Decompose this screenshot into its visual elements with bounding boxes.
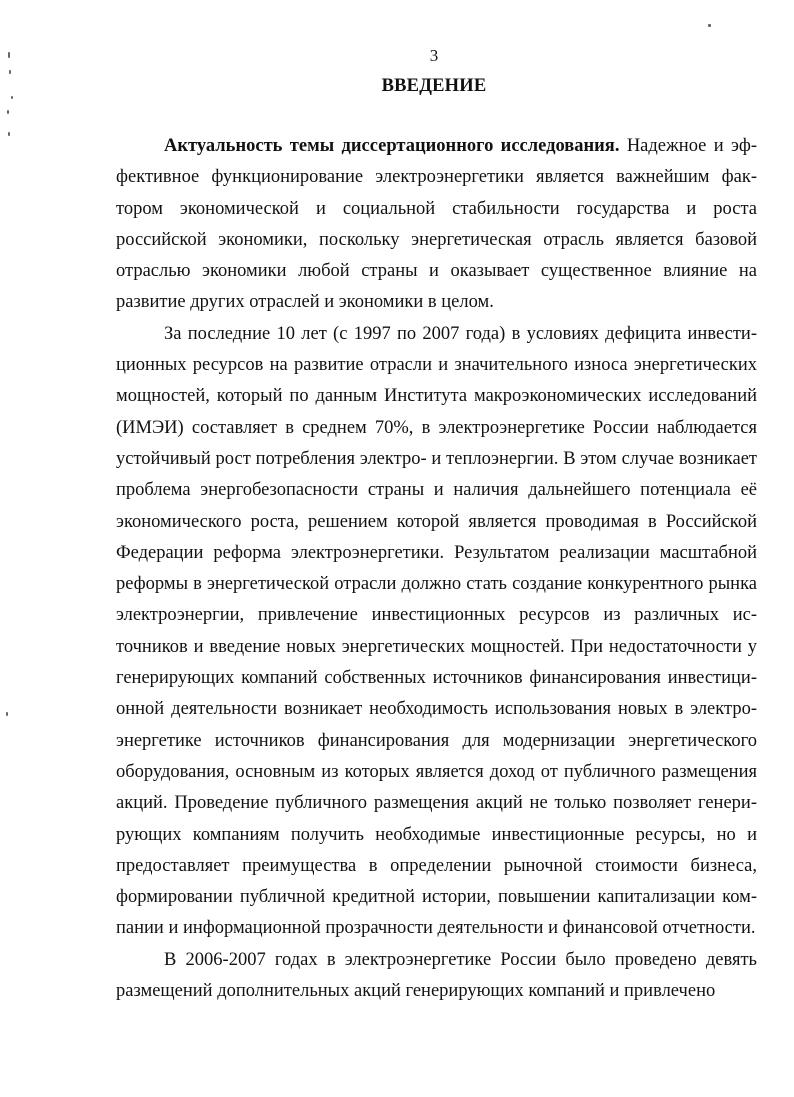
scan-speck [8, 132, 10, 136]
scan-speck [6, 712, 8, 716]
scan-speck [708, 24, 711, 27]
paragraph [116, 319, 757, 945]
paragraph-text: Надежное и эффективное функционирование электроэнергетики является важнейшим фактором экономической и социальной стабильности государства и роста российской экономики, поскольку энергетическая отрасль является базовой отраслью экономики любой страны и оказывает существенное влияние на развитие других отраслей и экономики в целом. [116, 136, 757, 313]
paragraph-text: За последние 10 лет (с 1997 по 2007 года) в условиях дефицита инвестиционных ресурсов на развитие отрасли и значительного износа энергетических мощностей, который по данным Института макроэкономических исследований (ИМЭИ) составляет в среднем 70%, в электроэнергетике России наблюдается устойчивый рост потребления электро- и теплоэнергии. В этом случае возникает проблема энергобезопасности страны и наличия дальнейшего потенциала её экономического роста, решением которой является проводимая в Российской Федерации реформа электроэнергетики. Результатом реализации масштабной реформы в энергетической отрасли должно стать создание конкурентного рынка электроэнергии, привлечение инвестиционных ресурсов из различных источников и введение новых энергетических мощностей. При недостаточности у генерирующих компаний собственных источников финансирования инвестиционной деятельности возникает необходимость использования новых в электроэнергетике источников финансирования для модернизации энергетического оборудования, основным из которых является доход от публичного размещения акций. Проведение публичного размещения акций не только позволяет генерирующих компаниям получить необходимые инвестиционные ресурсы, но и предоставляет преимущества в определении рыночной стоимости бизнеса, формировании публичной кредитной истории, повышении капитализации компании и информационной прозрачности деятельности и финансовой отчетности. [116, 323, 757, 939]
paragraph [116, 131, 757, 319]
paragraph-text: В 2006-2007 годах в электроэнергетике России было проведено девять размещений дополнительных акций генерирующих компаний и привлечено [116, 949, 757, 1002]
page-title: ВВЕДЕНИЕ [381, 76, 487, 96]
paragraph-lead: Актуальность темы диссертационного исследования. [164, 136, 620, 156]
scan-speck [9, 70, 11, 74]
page-number: 3 [429, 46, 439, 65]
paragraph [116, 945, 757, 1008]
body-text [116, 131, 757, 1007]
scan-speck [7, 110, 9, 114]
